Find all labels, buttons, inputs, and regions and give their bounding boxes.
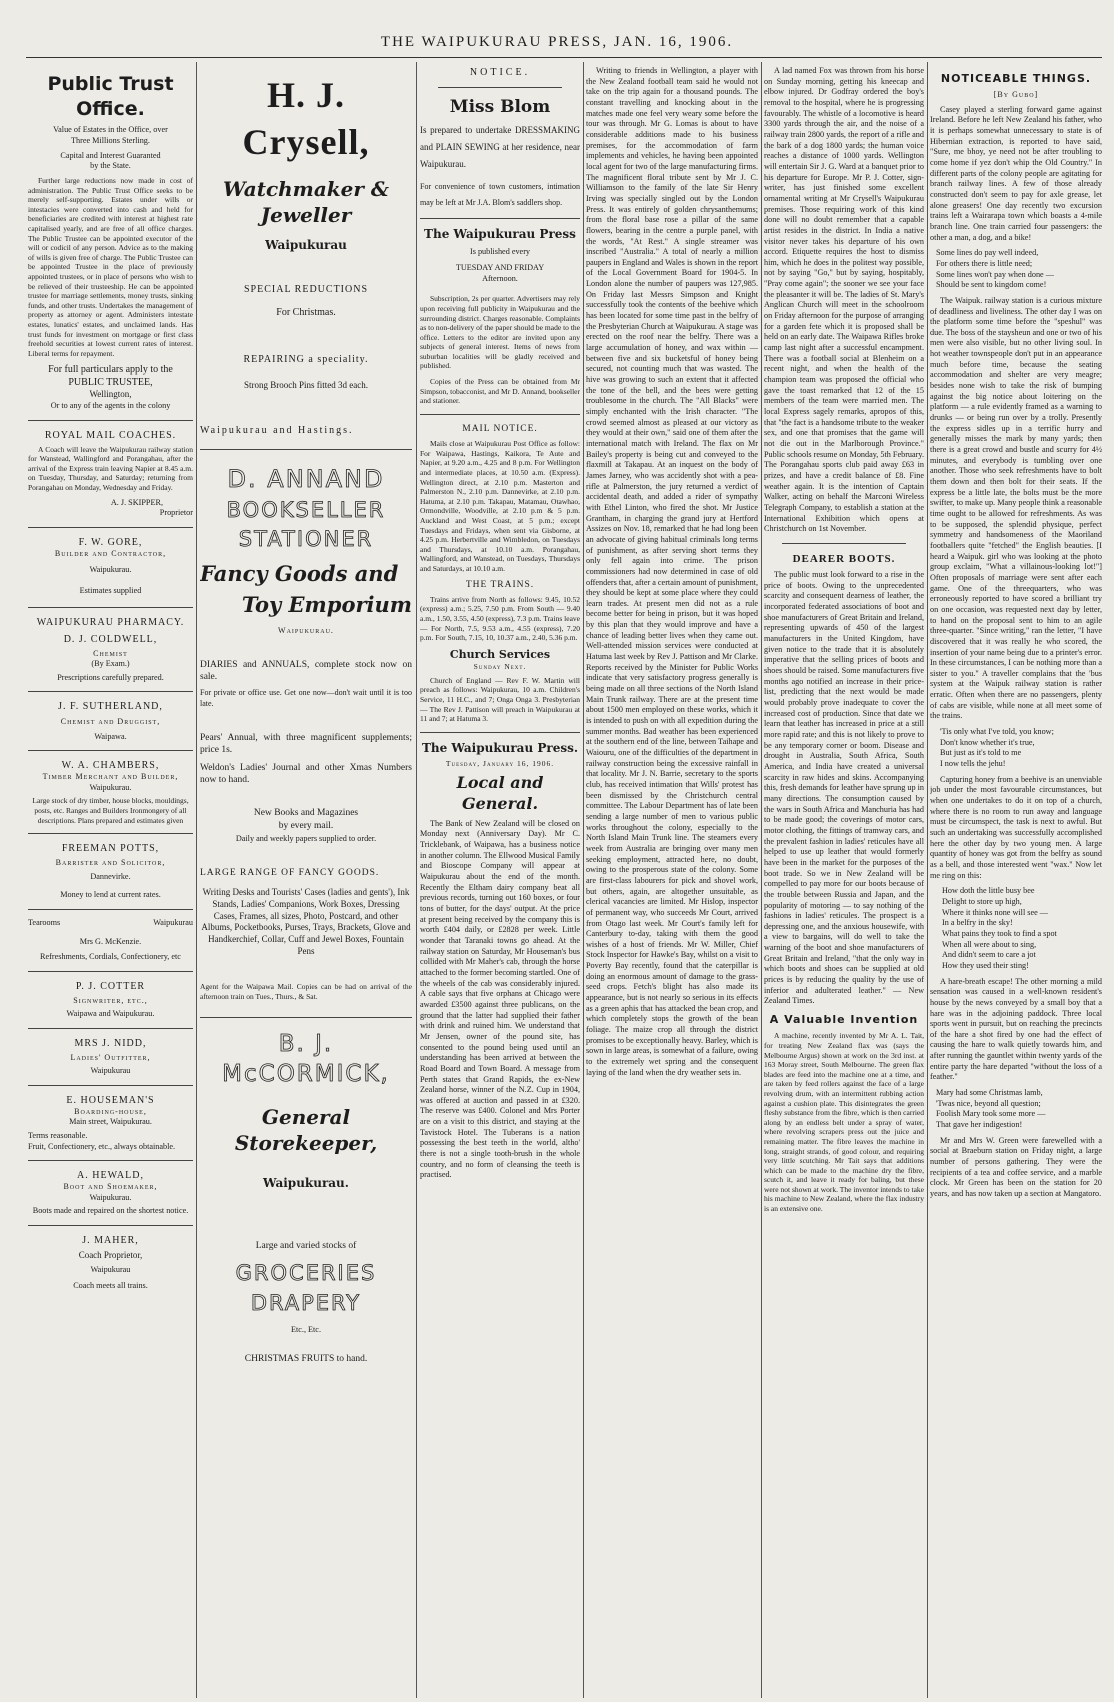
- text: Mrs G. McKenzie.: [79, 936, 142, 946]
- text: For Christmas.: [276, 307, 336, 319]
- masthead-rule: [26, 57, 1102, 58]
- text: Coach Proprietor,: [78, 1250, 143, 1261]
- text: DRAPERY: [250, 1290, 362, 1315]
- text: Writing Desks and Tourists' Cases (ladies and gents'), Ink Stands, Ladies' Companions, Work Boxes, Dressing Cases, Frames, all sizes, Photo, Postcard, and other Albums, Pocketbooks, Purses, Trays, Brackets, Glove and Handkerchief, Collar, Cuff and Jewel Boxes, Fountain Pens: [201, 887, 411, 956]
- column-1: [28, 66, 193, 1698]
- text: Weldon's Ladies' Journal and other Xmas Numbers now to hand.: [200, 762, 412, 786]
- text: NOTICE.: [469, 67, 531, 78]
- text: For convenience of town customers, intimation may be left at Mr J.A. Blom's saddlers shop.: [420, 182, 580, 207]
- verse: Some lines do pay well indeed, For others there is little need; Some lines won't pay when done — Should be sent to kingdom come!: [936, 248, 1054, 290]
- text: Waipukurau.: [89, 1192, 132, 1202]
- text: Capturing honey from a beehive is an unenviable job under the most favourable circumstances, but when one undertakes to do it on top of a church, where there is no room to run away and language must be circumspect, the task is next to awful. But such an undertaking was successfully accomplished here the other day by two young men. A large quantity of honey was got from the belfry as sound as a bell, and those interested went "wax." Now let me ring on this:: [930, 774, 1102, 880]
- text: Large stock of dry timber, house blocks, mouldings, posts, etc. Ranges and Builders Ironmongery of all descriptions. Plans prepared and estimates given: [32, 796, 189, 825]
- text: by the State.: [90, 161, 131, 171]
- text: Waipawa and Waipukurau.: [66, 1009, 155, 1019]
- coaches-body: A Coach will leave the Waipukurau railway station for Wanstead, Wallingford and Porangahau, after the arrival of the Express train leaving Napier at 8.45 a.m. on Tuesday, Thursday, and Saturday; returning from Porangahau on Monday, Wednesday and Friday.: [28, 444, 193, 492]
- divider: [28, 971, 193, 972]
- column-4: [586, 66, 758, 1698]
- text: Three Millions Sterling.: [71, 136, 150, 146]
- text: Waipukurau: [90, 1066, 131, 1076]
- text: Dannevirke.: [90, 871, 131, 881]
- column-divider: [761, 62, 762, 1698]
- text: Terms reasonable.: [28, 1131, 88, 1140]
- text: General Storekeeper,: [234, 1105, 378, 1156]
- news-body: Writing to friends in Wellington, a player with the New Zealand football team said he would not take on the trip again for a thousand pounds. The constant travelling and knocking about in the matches made one feel very weary some before the tour was through. Mr G. Lomas is about to have considerable additions made to his business premises, for the accommodation of farm implements and vehicles, he having been appointed local agent for two of the large manufacturing firms. The magnificent floral tribute sent by Mr J. C. Williamson to the family of the late Sir Henry Irving was specially singled out by the London Press. It was entirely of golden chrysanthemums; from the floral base rose a pillar of the same flowers, bearing in the centre a purple panel, with the words, "At Rest." A single streamer was inscribed "Australia." A total of nearly a million paupers in England and Wales is shown in the report of the Local Government Board for 1904-5. In London alone the number of paupers was 127,985. On Friday last Messrs Simpson and Knight successfully took the contents of the beehive which has been located for some time past in the belfry of the Presbyterian Church at Waipukurau. A stage was erected on the roof near the belfry. There was a large accumulation of honey, and wax within — between five and six bucketsful of honey being secured, not counting much that was wasted. The hive was growing to such an extent that it affected the tone of the bell, and the bees were getting troublesome in the church. The "All Blacks" were simply enchanted with the Irish character. "The crowd seemed almost as pleased at our victory as they would at their own," said one of them after the international match with Ireland. The flax on Mr Bailey's property is being cut and conveyed to the flaxmill at Takapau. At an inquest on the body of James Jarney, who was accidently shot with a pea-rifle at Palmerston, the jury returned a verdict of accidental death, and added a rider of sympathy with Ethel Linton, who fired the shot. Mr Justice Grantham, in charging the grand jury at Hertford Assizes on Nov. 18, remarked that he had long been an advocate of giving habitual criminals long terms of punishment, as after serving short terms they only fell again into crime. The prison commissioners had now determined in case of old offenders that, after a certain amount of punishment, they should be kept at some place where they could learn trades. At present men did not as a rule become better for being in prison, but it was hoped by this plan that they would improve and have a chance of leading better lives when they came out. Well-attended mission services were conducted at Hatuma last week by Rev J. Pattison and Mr Clarke. Reports received by the Minister for Public Works indicate that very satisfactory progress generally is being made on all three sections of the North Island Main Trunk railway. There are at the present time about 1500 men employed on these works, which it is intended to push on with all expedition during the summer months. Bad weather has been experienced at the southern end of the line, between Taihape and Waiouru, one of the difficulties of the department in railway construction being the excessive rainfall in that locality. Mr J. N. Barrie, secretary to the sports club, has received intimation that Wills' protest has been dismissed by the Christchurch central committee. The Labour Department has of late been sending a large number of men to various public works throughout the colony, especially to the North Island Main Trunk line. The steamers every week from Australia are bringing over many men seeking employment, attracted here, no doubt, owing to the prosperous state of the colony. Some are first-class labourers for pick and shovel work, but others, again, are altogether unsuitable, as clerical vacancies are limited. Mr Hislop, inspector of permanent way, who succeeds Mr Court, arrived from Otago last week. Mr Court's family left for Canterbury to-day, taking with them the good wishes of a host of friends. Mr W. Miller, Chief Stock Inspector for Hawke's Bay, whilst on a visit to Poverty Bay recently, found that the caterpillar is doing an enormous amount of damage to the grass-seed crops. Fetch's blight has also made its appearance, but is not nearly so serious in its effects as a green aphis that has attacked the bean crop, and which completely stops the growth of the bean foliage. The maize crop all through the district promises to be exceptionally heavy. Barley, which is sown in large areas, is somewhat of a failure, owing to the extremely wet spring and the consequent laying of the land when the dry weather sets in.: [586, 66, 758, 1077]
- text: Timber Merchant and Builder,: [42, 772, 179, 782]
- text: Fruit, Confectionery, etc., always obtainable.: [28, 1141, 176, 1151]
- text: Etc., Etc.: [290, 1324, 321, 1334]
- text: DIARIES and ANNUALS, complete stock now on sale.: [200, 659, 412, 682]
- text: Prescriptions carefully prepared.: [57, 672, 164, 682]
- text: Casey played a sterling forward game against Ireland. Before he left New Zealand his father, who it is perhaps somewhat unnecessary to state is of Hibernian extraction, is reported to have said, "Sure, me bhoy, ye need not be after troubling to come home if yez don't whip the Old Country." In different parts of the colony people are agitating for branch railway lines. A few of those already constructed don't seem to pay for axle grease, let alone greasers! One day recently two excursion trains left a Wairarapa town which boasts a 4-mile branch line. One train carried four passengers: the other a man, a dog, and a bike!: [930, 104, 1102, 242]
- column-5: [764, 66, 924, 1698]
- text: The Waipuk. railway station is a curious mixture of deadliness and liveliness. The other day I was on the platform some time before the "speshul" was due. The boss of the staysheun and one or two of his men were also visible, but no other living soul. In hot weather townspeople don't put in an appearance much before time, because the seating accommodation and shelter are very meagre; besides none wish to take the risk of bumping against the big notice about loitering on the platform — a rule evidently framed as a warning to drunks — or being run over by a trolly. Presently the express sidles up in a terrific hurry and generally misses the mark by many yards; then there is a great crowd and bustle and scurry for 4½ minutes, and everybody is tumbling over one another. Those who seek refreshments have to bolt them down and then bolt for their seats. If the express be a little late, the bolts must be the more swifter, to make up. Many people think a reasonable time ought to be allowed for refreshments. As was to be supposed, the splendid physique, perfect symmetry and handsomeness of the Maoriland footballers quite "fetched" the English beauties. [I heard a Waipuk. girl who was looking at the photo group exclaim, "What a villainous-looking lot!"] Often proposals of marriage were sent after each game. One of the threequarters, who was erroneously reported to have scored a brilliant try on one occasion, was requested next day by letter, to hand on the proposal sent to him to an agile three-quarter. "Since writing," ran the letter, "I have discovered that it was really he who scored, the insertion of your name being due to a printer's error. In these circumstances, I can be nothing more than a sister to you." A traveller complains that the 'bus system at the Waipuk railway station is rather erratic. Often when there are no passengers, plenty of cabs are visible, while none at all meet some of the trains.: [930, 295, 1102, 721]
- divider: [782, 543, 906, 544]
- text: Subscription, 2s per quarter. Advertisers may rely upon receiving full publicity in Waipukurau and the surrounding district. Charges reasonable. Complaints as to non-delivery of the paper should be made to the office. Letters to the editor are invited upon any subjects of general interest. Items of news from suburban localities will be gladly received and published.: [420, 294, 580, 371]
- text: Is prepared to undertake DRESSMAKING and PLAIN SEWING at her residence, near Waipukurau.: [420, 125, 580, 170]
- column-divider: [416, 62, 417, 1698]
- text: Church of England — Rev F. W. Martin will preach as follows: Waipukurau, 10 a.m. Children's Service, 11 H.C., and 7; Onga Onga 3. Presbyterian — The Rev J. Pattison will preach in Waipukurau at 11 and 7; at Hatuma 3.: [420, 675, 580, 724]
- annand-name: D. ANNAND: [227, 464, 385, 493]
- text: Value of Estates in the Office, over: [53, 125, 168, 135]
- ad-name: A. HEWALD,: [77, 1170, 144, 1182]
- text: Sunday Next.: [473, 662, 527, 672]
- text: Refreshments, Cordials, Confectionery, etc: [40, 952, 181, 962]
- text: Chemist: [93, 648, 128, 658]
- column-6: [930, 66, 1102, 1698]
- invention-body: A machine, recently invented by Mr A. L. Tait, for treating New Zealand flax was (says the Melbourne Argus) shown at work on the 3rd inst. at 163 Moray street, South Melbourne. The green flax blades are feed into the machine one at a time, and are taken by feed rollers against the face of a large revolving drum, with an intermittent rubbing action against a cushion plate. This disintegrates the green fleshy substance from the fibre, which is then carried along by an endless belt under a spray of water, where revolving scrapers press out the juice and remaining matter. The fibre leaves the machine in long, straight strands, of good colour, and requiring very little scutching. Mr Tait says that additions which can be made to the machine dry the fibre, scutch it, and leave it ready for baling, but these were not shown at work. The inventor intends to take his machine to New Zealand, where the flax industry is an extensive one.: [764, 1031, 924, 1214]
- text: GROCERIES: [235, 1261, 377, 1286]
- text: Daily and weekly papers supplied to order.: [235, 834, 377, 844]
- noticeable-things-heading: NOTICEABLE THINGS.: [940, 72, 1092, 85]
- text: Waipukurau.: [89, 565, 132, 575]
- text: Pears' Annual, with three magnificent supplements; price 1s.: [200, 733, 412, 756]
- verse: How doth the little busy bee Delight to store up high, Where it thinks none will see — In a belfry in the sky! What pains they took to find a spot When all were about to sing, And didn't seem to care a jot How they used their sting!: [942, 886, 1057, 970]
- text: Toy Emporium: [241, 591, 412, 617]
- text: Tuesday, January 16, 1906.: [445, 759, 555, 769]
- ad-name: FREEMAN POTTS,: [61, 843, 160, 855]
- local-general-body: The Bank of New Zealand will be closed on Monday next (Anniversary Day). Mr C. Tricklebank, of Waipawa, has a business notice in another column. The Ellwood Musical Family and Bioscope Company will appear at Waipukurau about the end of the month. Recently the Eltham dairy company beat all previous records, turning out 160 boxes, or four tons of butter, for the days' output. At the price at present being received by the company this is worth £404 daily, or £2828 per week. Little wonder that Taranaki towns go ahead. At the railway station on Saturday, Mr Houseman's bus collided with Mr Maher's cab, through the horse attached to the former becoming startled. One of the wheels of the cab was considerably injured. A cable says that five orphans at Chicago were awarded £3500 against three publicans, on the ground that the latter had supplied their father with drink and ruined him. We understand that Mr Jensen, owner of the pound site, has consented to the pound being used until an understanding has been arrived at between the Road Board and Town Board. A message from Perth states that Grand Rapids, the ex-New Zealand horse, winner of the N.Z. Cup in 1904, was offered at auction and passed in at £320. The reserve was £400. Colonel and Mrs Porter are on a visit to this district, and staying at the Tavistock Hotel. The Tuberans is a nation possessing the best teeth in the world, altho' there is not a single tooth-brush in the whole country, and no form of cleansing the teeth is practised.: [420, 818, 580, 1180]
- crysell-name: H. J. Crysell,: [242, 75, 370, 162]
- blom-name: Miss Blom: [449, 97, 551, 117]
- text: Boarding-house,: [74, 1106, 147, 1116]
- text: (By Exam.): [91, 659, 130, 668]
- divider: [28, 420, 193, 421]
- text: STATIONER: [238, 527, 374, 552]
- dearer-boots-body: The public must look forward to a rise in the price of boots. Owing to the unprecedented scarcity and consequent dearness of leather, the incorporated federated associations of boot and shoe manufacturers of Great Britain and Ireland, representing upwards of 450 of the largest manufacturers in the United Kingdom, have given notice to the trade that it is absolutely imperative that the selling prices of boots and shoes should be raised. Some manufacturers five months ago notified an increase in their price-list, predicting that the next would be made would probably prove inadequate to cover the increased cost of production. Since that date we learn that leather has increased in price at a still more rapid rate; and this is not likely to prove to be any temporary corner or boom. Disease and drought in Australia, South Africa, South America, and India have created a universal scarcity in raw hides and skins. Accompanying this, fresh demands for leather have sprung up in many directions. The consumption caused by the wars in South Africa and Manchuria has had to be made good; the coverings of motor cars, motor clothing, the fittings of tramway cars, and the prevalent fashion in ladies' reticules have all helped to use up leather that would formerly have been in the market for the purposes of the boot trade. So we in New Zealand will be compelled to pay more for our boots because of the trouble between Russia and Japan, and the popularity of motoring — to say nothing of the fashions in ladies' reticules. The prospect is a depressing one, and the anxious housewife, with a view to bargains, will do well to take the warning of the boot and shoe manufacturers of Great Britain and Ireland, "that the only way in which boots and shoes can be supplied at old prices is by reducing the quality by the use of inferior and adulterated leather." — New Zealand Times.: [764, 570, 924, 1006]
- text: Mails close at Waipukurau Post Office as follow: For Waipawa, Hastings, Kaikora, Te Aute and Napier, at 9.20 a.m., 4.25 and 8 p.m. For Wellington and intermediate places, at 10.50 a.m. (Express). Wellington direct, at 2.10 p.m. Masterton and Palmerston N., 2.10 p.m. Dannevirke, at 2.10 p.m. Hatuma, at 2.10 p.m. Takapau, Matamau, Otawhao, Ormondville, Woodville, at 2.10 p.m & 5 p.m. Auckland and West Coast, at 5 p.m.; except Tuesdays and Fridays, when sent via Gisborne, at 4.25 p.m. Herbertville and Wimbledon, on Tuesdays and Thursdays, at 10.10 a.m. Porangahau, Wallingford, and Wanstead, on Tuesdays, Thursdays and Saturdays, at 10.10 a.m.: [420, 439, 580, 573]
- text: For full particulars apply to the: [48, 364, 173, 376]
- text: Waipukurau and Hastings.: [200, 424, 354, 436]
- divider: [28, 607, 193, 608]
- divider: [420, 732, 580, 733]
- text: Waipukurau: [90, 1264, 131, 1274]
- text: by every mail.: [278, 820, 334, 831]
- text: Waipukurau.: [263, 1176, 349, 1191]
- text: Barrister and Solicitor,: [55, 858, 166, 868]
- text: LARGE RANGE OF FANCY GOODS.: [200, 867, 380, 878]
- text: Builder and Contractor,: [54, 548, 167, 558]
- text: REPAIRING a speciality.: [243, 354, 369, 366]
- ad-name: P. J. COTTER: [75, 980, 146, 992]
- text: Or to any of the agents in the colony: [50, 400, 171, 410]
- text: Wellington,: [89, 389, 132, 400]
- text: CHRISTMAS FRUITS to hand.: [244, 1354, 368, 1365]
- text: New Books and Magazines: [253, 808, 359, 819]
- divider: [200, 449, 412, 450]
- masthead: THE WAIPUKURAU PRESS, JAN. 16, 1906.: [380, 34, 734, 50]
- ad-name: WAIPUKURAU PHARMACY.: [36, 616, 185, 628]
- text: Waipukurau: [153, 917, 193, 927]
- paper-name-2: The Waipukurau Press.: [421, 740, 579, 755]
- trains-heading: THE TRAINS.: [465, 579, 535, 590]
- divider: [28, 1028, 193, 1029]
- ad-name: F. W. GORE,: [78, 536, 143, 548]
- text: For private or office use. Get one now—don't wait until it is too late.: [200, 688, 412, 708]
- text: Fancy Goods and: [200, 560, 399, 586]
- ad-name: E. HOUSEMAN'S: [66, 1094, 155, 1106]
- text: Large and varied stocks of: [255, 1240, 357, 1251]
- column-3: [420, 66, 580, 1698]
- text: Waipukurau.: [89, 782, 132, 792]
- text: Coach meets all trains.: [73, 1281, 148, 1291]
- text: Proprietor: [159, 508, 193, 518]
- local-general-heading: Local and General.: [456, 773, 544, 813]
- text: Copies of the Press can be obtained from Mr Simpson, tobacconist, and Mr D. Annand, bookseller and stationer.: [420, 377, 580, 406]
- text: Waipukurau.: [278, 626, 334, 636]
- text: Boot and Shoemaker,: [63, 1182, 158, 1192]
- text: Signwriter, etc.,: [73, 995, 148, 1005]
- public-trust-body: Further large reductions now made in cost of administration. The Public Trust Office seeks to be merely self-supporting. Estates under wills or intestacies were converted into cash and held for beneficiaries are credited with interest at highest rate capitalised yearly, and are free of all office charges. The Public Trustee can be appointed executor of the will or codicil of any person. Advice as to the making of wills is given free of charge. The Public Trustee can be appointed Trustee in the place of previously appointed trustees, or in place of persons who wish to be relieved of their trusteeship. He can be appointed trustee for marriage settlements, money trusts, sinking funds, and other trusts. Undertakes the management of property as attorney or agent. Administers intestate estates, lunatics' estates, and unclaimed lands. Has trust funds for investment on mortgage or first class freehold securities at lowest current rates of interest. Liberal terms for repayment.: [28, 176, 193, 358]
- column-divider: [583, 62, 584, 1698]
- text: Agent for the Waipawa Mail. Copies can be had on arrival of the afternoon train on Tues., Thurs., & Sat.: [200, 982, 412, 1001]
- column-divider: [196, 62, 197, 1698]
- text: Is published every: [469, 247, 531, 257]
- text: BOOKSELLER: [226, 498, 386, 523]
- divider: [420, 218, 580, 219]
- divider: [28, 1225, 193, 1226]
- column-divider: [927, 62, 928, 1698]
- text: Waipukurau: [265, 237, 347, 252]
- divider: [28, 909, 193, 910]
- divider: [28, 833, 193, 834]
- text: Capital and Interest Guaranted: [60, 150, 161, 160]
- byline: [By Gubo]: [993, 90, 1039, 100]
- text: A hare-breath escape! The other morning a mild sensation was caused in a well-known resident's house by the news conveyed by a small boy that a hare was in the adjoining paddock. Three local sports went in pursuit, but on reaching the precincts of the hare a shot fired by one had the effect of causing the hare to walk quietly towards him, and after running the gauntlet within twenty yards of the entire party the hare departed "without the loss of a feather.": [930, 976, 1102, 1082]
- paper-name: The Waipukurau Press: [424, 226, 576, 241]
- text: Money to lend at current rates.: [60, 890, 161, 900]
- ad-name: J. F. SUTHERLAND,: [58, 701, 163, 713]
- text: Tearooms: [28, 917, 61, 927]
- text: Trains arrive from North as follows: 9.45, 10.52 (express) a.m.; 5.25, 7.50 p.m. From South — 9.40 a.m., 1.50, 3.55, 4.50 (express), 7.3 p.m. Trains leave — For North, 7.5, 9.53 a.m., 4.55 (express), 7.20 p.m. For South, 7.15, 10, 10.37 a.m., 2.40, 5.36 p.m.: [420, 594, 580, 643]
- divider: [420, 414, 580, 415]
- text: Waipawa.: [94, 731, 127, 741]
- church-heading: Church Services: [449, 647, 551, 661]
- divider: [28, 750, 193, 751]
- verse: 'Tis only what I've told, you know; Don't know whether it's true, But just as it's told to me I now tells the jehu!: [940, 727, 1054, 769]
- news-body: A lad named Fox was thrown from his horse on Sunday morning, getting his kneecap and elbow injured. Dr Godfray ordered the boy's removal to the hospital, where he is progressing favourably. The whistle of a locomotive is heard 3300 yards through the air, and the noise of a railway train 2800 yards, the report of a rifle and the bark of a dog 1800 yards; the human voice reaches a distance of 1000 yards. Wellington will entertain Sir J. G. Ward at a banquet prior to his departure for Europe. Mr P. J. Cotter, sign-writer, has just finished some excellent ornamental writing at Mr Crysell's Waipukurau premises. Those requiring work of this kind done will no doubt remember that a capable artist resides in the district. In India a native visitor never takes his departure of his own accord. Etiquette requires the host to dismiss him, which he does in the politest way possible, not by saying "Go," but by saying, hospitably, "Pray come again"; the sooner we see your face the pleasanter it will be. The ladies of St. Mary's Anglican Church will meet in the schoolroom on Friday afternoon for the purpose of arranging for a garden fete which it is proposed shall be held on an early date. The Waipawa Rifles broke camp last night after a successful encampment. There was a football social at Blenheim on a recent night, and when the health of the champion team was proposed the official who gave the toast remarked that 12 of the 15 members of the team were married men. The local Express sagely remarks, apropos of this, that "the fact is a handsome tribute to the weaker sex, and one that promises that the game will not die out in the Marlborough Province." Public schools resume on Monday, 5th February. The Porangahau sports club paid away £63 in prizes, and have a credit balance of £8. Fine weather again. It is the intention of Captain Walker, acting on behalf the Marconi Wireless Telegraph Company, to establish a station at the International Exhibition which opens at Christchurch on 1st November.: [764, 66, 924, 534]
- ad-name: W. A. CHAMBERS,: [61, 760, 160, 772]
- text: PUBLIC TRUSTEE,: [68, 377, 153, 389]
- divider: [28, 527, 193, 528]
- column-2: [200, 66, 412, 1698]
- text: D. J. COLDWELL,: [63, 633, 158, 645]
- mail-heading: MAIL NOTICE.: [462, 423, 538, 434]
- text: Afternoon.: [482, 273, 518, 283]
- text: TUESDAY AND FRIDAY: [455, 263, 545, 272]
- mccormick-name: B. J. McCORMICK,: [222, 1031, 390, 1088]
- text: Ladies' Outfitter,: [70, 1052, 151, 1062]
- divider: [28, 1160, 193, 1161]
- divider: [200, 1017, 412, 1018]
- text: A. J. SKIPPER,: [110, 497, 163, 507]
- ad-name: J. MAHER,: [82, 1235, 139, 1247]
- public-trust-title: Public Trust Office.: [47, 73, 174, 120]
- verse: Mary had some Christmas lamb, 'Twas nice, beyond all question; Foolish Mary took some more — That gave her indigestion!: [936, 1088, 1046, 1130]
- text: Main street, Waipukurau.: [69, 1117, 152, 1127]
- text: Chemist and Druggist,: [60, 717, 161, 727]
- divider: [438, 87, 562, 88]
- text: Watchmaker & Jeweller: [223, 176, 389, 227]
- coaches-heading: ROYAL MAIL COACHES.: [44, 429, 177, 441]
- invention-heading: A Valuable Invention: [769, 1013, 919, 1027]
- text: SPECIAL REDUCTIONS: [243, 284, 369, 296]
- ad-name: MRS J. NIDD,: [74, 1037, 147, 1049]
- text: Estimates supplied: [79, 585, 142, 595]
- dearer-boots-heading: DEARER BOOTS.: [792, 552, 896, 565]
- text: Mr and Mrs W. Green were farewelled with a social at Braeburn station on Friday night, a large number of persons gathering. They were the recipients of a tea and coffee service, and a marble clock. Mr Green has been on the station for 20 years, and has now taken up a section at Mangatoro.: [930, 1135, 1102, 1198]
- text: Strong Brooch Pins fitted 3d each.: [244, 380, 368, 391]
- text: Boots made and repaired on the shortest notice.: [32, 1206, 189, 1216]
- tearooms-row: [28, 918, 193, 929]
- divider: [28, 1085, 193, 1086]
- divider: [28, 691, 193, 692]
